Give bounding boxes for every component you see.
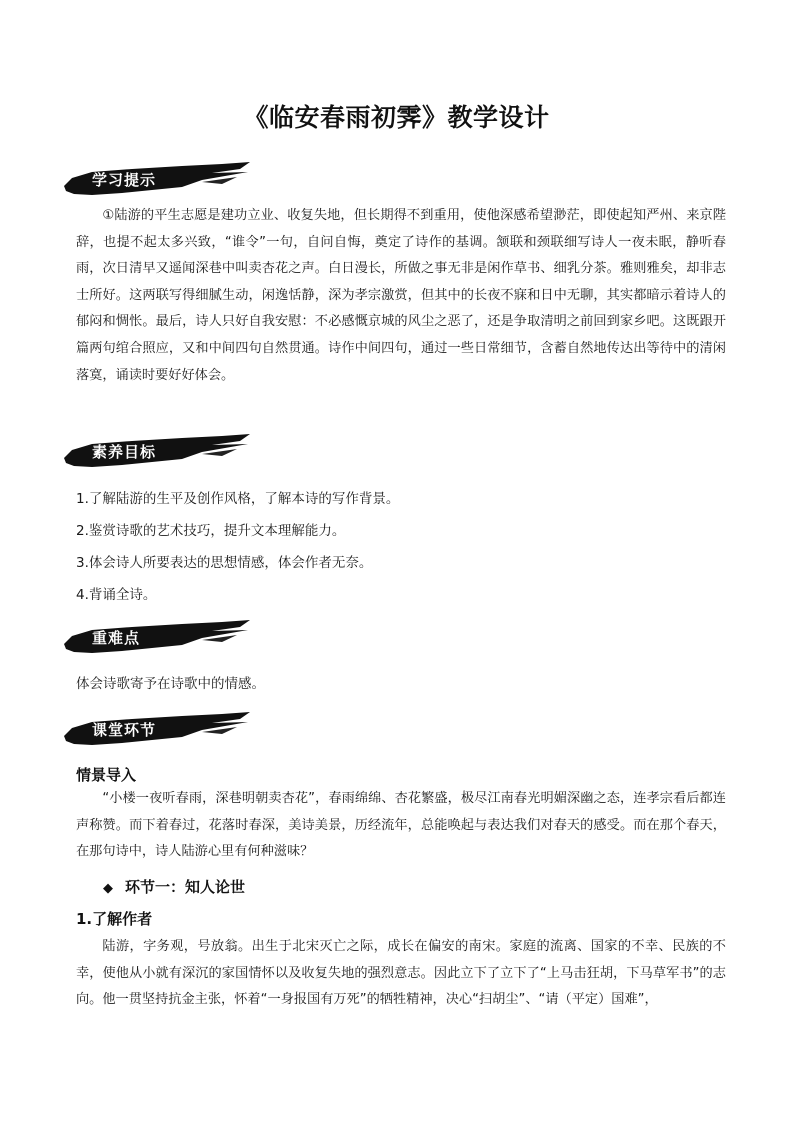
step1-heading bbox=[103, 876, 245, 897]
section-heading-class: 课堂环节 bbox=[92, 721, 157, 739]
intro-title: 情景导入 bbox=[76, 766, 137, 784]
brush-stroke-icon bbox=[62, 432, 252, 472]
key-text: 体会诗歌寄予在诗歌中的情感。 bbox=[76, 676, 265, 692]
goal-item: 4.背诵全诗。 bbox=[76, 587, 157, 603]
brush-stroke-icon bbox=[62, 160, 252, 200]
section-heading-goals: 素养目标 bbox=[92, 443, 157, 461]
diamond-bullet-icon: ◆ bbox=[103, 881, 113, 896]
brush-stroke-icon bbox=[62, 710, 252, 750]
goal-item: 1.了解陆游的生平及创作风格，了解本诗的写作背景。 bbox=[76, 491, 400, 507]
goal-item: 2.鉴赏诗歌的艺术技巧，提升文本理解能力。 bbox=[76, 523, 346, 539]
sub1-paragraph: 陆游，字务观，号放翁。出生于北宋灭亡之际，成长在偏安的南宋。家庭的流离、国家的不幸、民族的不幸，使他从小就有深沉的家国情怀以及收复失地的强烈意志。因此立下了立下了“上马击狂胡，下马草军书”的志向。他一贯坚持抗金主张，怀着“一身报国有万死”的牺牲精神，决心“扫胡尘”、“请（平定）国难”， bbox=[76, 939, 726, 1008]
step1-title: 环节一：知人论世 bbox=[125, 878, 246, 896]
document-title: 《临安春雨初霁》教学设计 bbox=[243, 103, 550, 132]
tips-paragraph: ①陆游的平生志愿是建功立业、收复失地，但长期得不到重用，使他深感希望渺茫，即使起知严州、来京陛辞，也提不起太多兴致，“谁令”一句，自问自悔，奠定了诗作的基调。颔联和颈联细写诗人一夜未眠，静听春雨，次日清早又遥闻深巷中叫卖杏花之声。白日漫长，所做之事无非是闲作草书、细乳分茶。雅则雅矣，却非志士所好。这两联写得细腻生动，闲逸恬静，深为孝宗激赏，但其中的长夜不寐和日中无聊，其实都暗示着诗人的郁闷和惆怅。最后，诗人只好自我安慰：不必感慨京城的风尘之恶了，还是争取清明之前回到家乡吧。这既跟开篇两句绾合照应，又和中间四句自然贯通。诗作中间四句，通过一些日常细节，含蓄自然地传达出等待中的清闲落寞，诵读时要好好体会。 bbox=[76, 208, 726, 383]
goal-item: 3.体会诗人所要表达的思想情感，体会作者无奈。 bbox=[76, 555, 373, 571]
section-heading-key: 重难点 bbox=[92, 629, 141, 647]
sub1-title: 1.了解作者 bbox=[76, 910, 153, 928]
section-heading-tips: 学习提示 bbox=[92, 171, 157, 189]
brush-stroke-icon bbox=[62, 618, 252, 658]
section-banner-key bbox=[62, 618, 252, 658]
section-banner-goals bbox=[62, 432, 252, 472]
intro-paragraph: “小楼一夜听春雨，深巷明朝卖杏花”，春雨绵绵、杏花繁盛，极尽江南春光明媚深幽之态，连孝宗看后都连声称赞。而下着春过，花落时春深，美诗美景，历经流年，总能唤起与表达我们对春天的感受。而在那个春天，在那句诗中，诗人陆游心里有何种滋味？ bbox=[76, 791, 726, 860]
section-banner-class bbox=[62, 710, 252, 750]
section-banner-tips bbox=[62, 160, 252, 200]
